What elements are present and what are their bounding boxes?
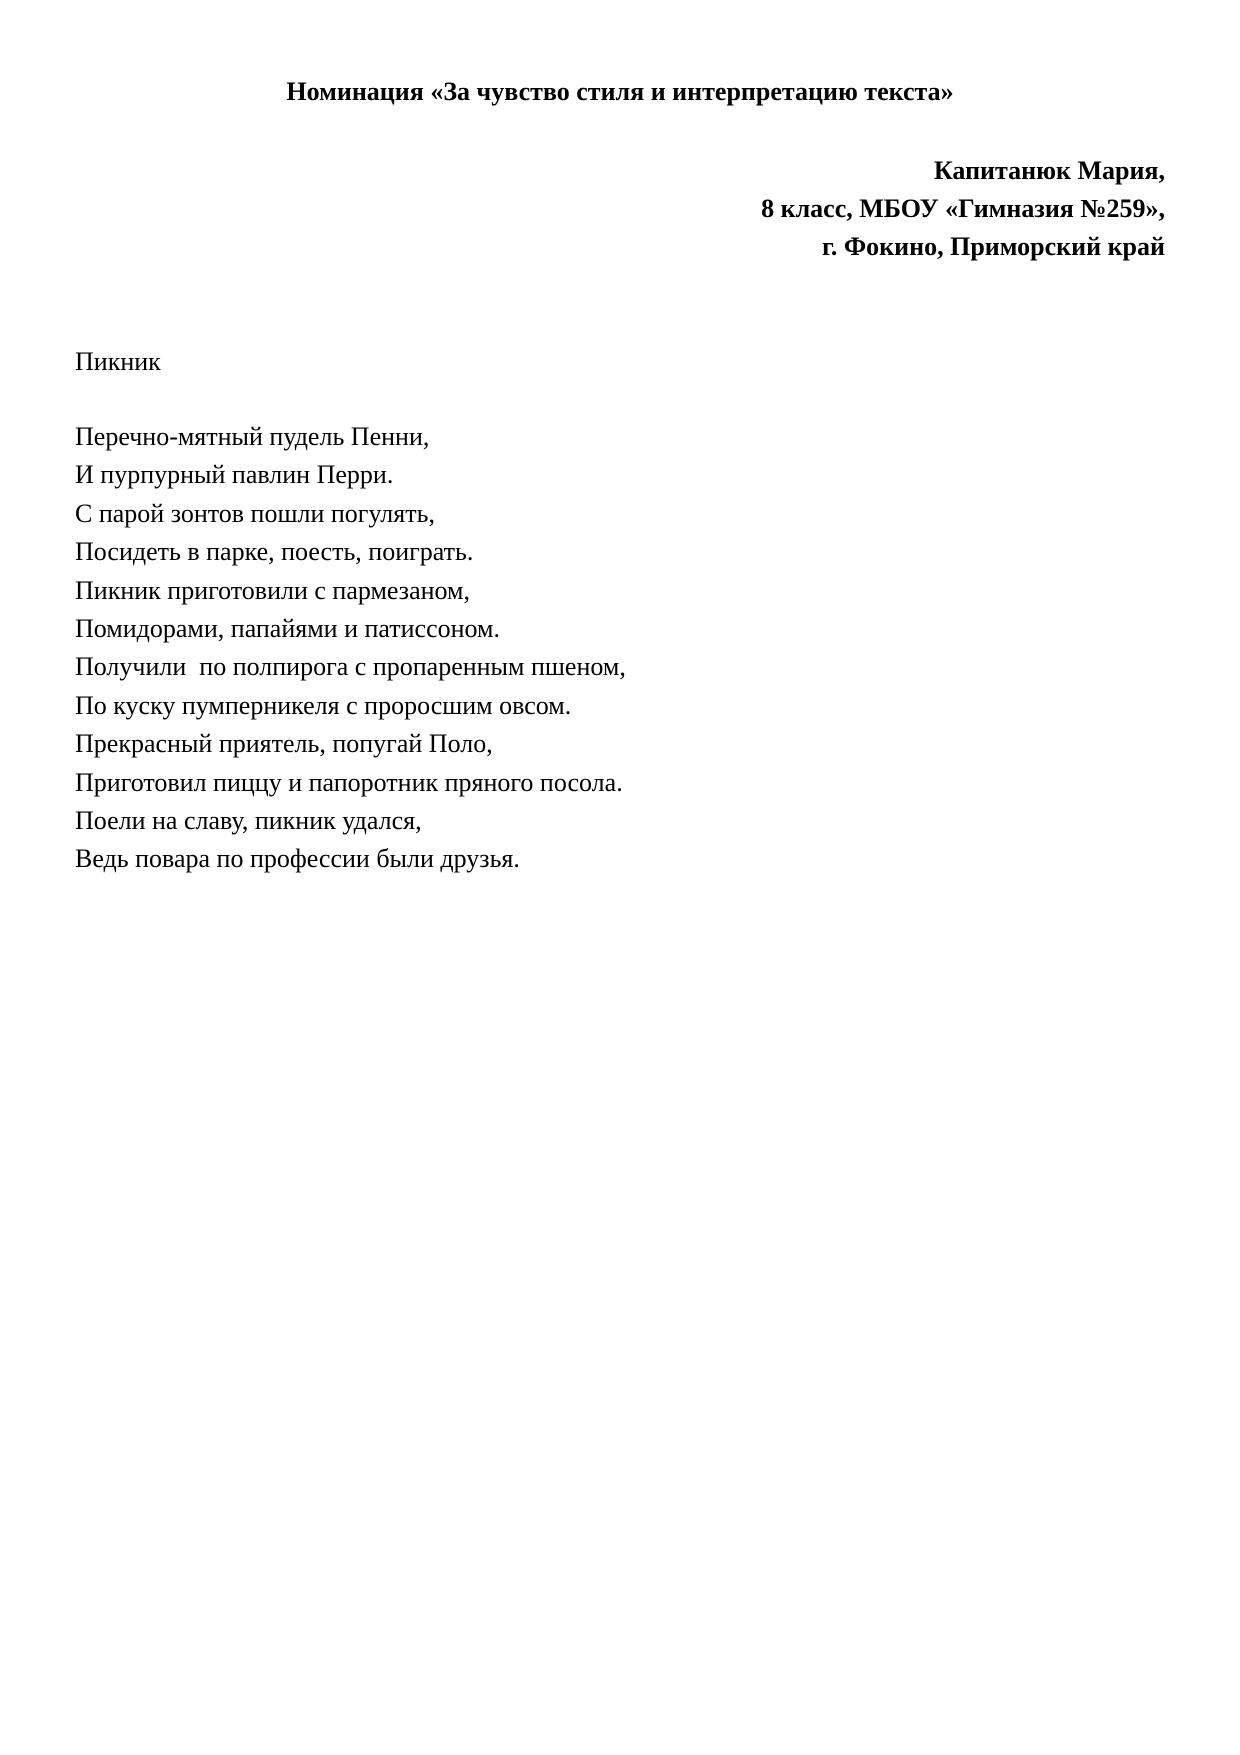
poem-body — [75, 418, 1075, 879]
author-name: Капитанюк Мария, — [933, 156, 1165, 185]
author-school: 8 класс, МБОУ «Гимназия №259», — [761, 194, 1165, 223]
poem-line: Посидеть в парке, поесть, поиграть. — [75, 537, 474, 567]
author-location: г. Фокино, Приморский край — [821, 232, 1165, 261]
poem-line: С парой зонтов пошли погулять, — [75, 498, 435, 528]
poem-line: Получили по полпирога с пропаренным пшеном, — [75, 652, 626, 682]
poem-line: Поели на славу, пикник удался, — [75, 805, 422, 835]
poem-line: Прекрасный приятель, попугай Поло, — [75, 729, 493, 759]
poem-line: И пурпурный павлин Перри. — [75, 460, 394, 490]
poem-title: Пикник — [75, 347, 161, 376]
author-info — [265, 152, 1165, 266]
poem-line: Перечно-мятный пудель Пенни, — [75, 422, 430, 451]
nomination-heading: Номинация «За чувство стиля и интерпретацию текста» — [286, 77, 954, 106]
poem-line: Пикник приготовили с пармезаном, — [75, 575, 470, 605]
poem-line: Ведь повара по профессии были друзья. — [75, 844, 520, 874]
poem-line: Помидорами, папайями и патиссоном. — [75, 613, 501, 643]
poem-line: По куску пумперникеля с проросшим овсом. — [75, 690, 572, 720]
poem-line: Приготовил пиццу и папоротник пряного посола. — [75, 767, 623, 797]
